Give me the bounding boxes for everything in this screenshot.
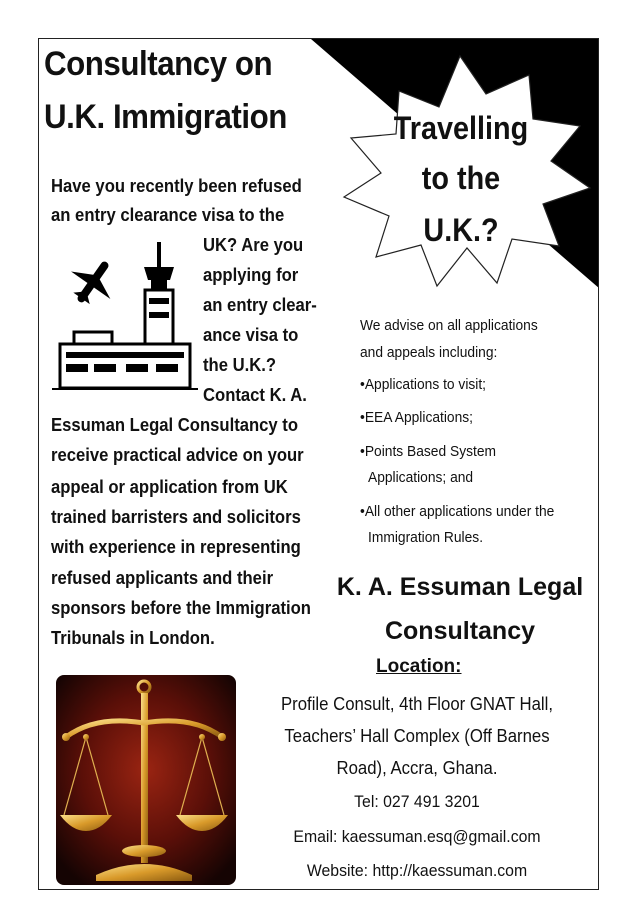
- service-item: •All other applications under the: [360, 503, 555, 520]
- starburst-text-line2: to the: [421, 160, 501, 196]
- services-intro: and appeals including:: [360, 344, 498, 361]
- intro-line: the U.K.?: [203, 354, 277, 375]
- intro-line: an entry clearance visa to the: [51, 204, 285, 225]
- service-item: •EEA Applications;: [360, 409, 474, 426]
- intro-line: refused applicants and their: [51, 567, 274, 588]
- intro-line: Essuman Legal Consultancy to: [51, 414, 299, 435]
- intro-line: receive practical advice on your: [51, 444, 304, 465]
- starburst-text-line3: U.K.?: [423, 212, 499, 248]
- address-line: Profile Consult, 4th Floor GNAT Hall,: [281, 694, 553, 714]
- website: Website: http://kaessuman.com: [306, 861, 528, 880]
- headline-line2: U.K. Immigration: [44, 98, 287, 136]
- intro-line: ance visa to: [203, 324, 299, 345]
- service-item: Applications; and: [368, 469, 474, 486]
- address-line: Road), Accra, Ghana.: [336, 758, 498, 778]
- headline-line1: Consultancy on: [44, 45, 273, 83]
- scales-of-justice-icon: [56, 675, 236, 885]
- services-intro: We advise on all applications: [360, 317, 538, 334]
- airport-icon: [50, 240, 200, 390]
- intro-line: trained barristers and solicitors: [51, 506, 301, 527]
- address-line: Teachers’ Hall Complex (Off Barnes: [284, 726, 550, 746]
- intro-line: UK? Are you: [203, 234, 304, 255]
- location-label: Location:: [376, 656, 462, 677]
- intro-line: an entry clear-: [203, 294, 317, 315]
- starburst-text-line1: Travelling: [393, 110, 529, 146]
- service-item: Immigration Rules.: [368, 529, 484, 546]
- intro-line: Tribunals in London.: [51, 627, 215, 648]
- service-item: •Points Based System: [360, 443, 497, 460]
- email: Email: kaessuman.esq@gmail.com: [293, 827, 541, 846]
- intro-line: sponsors before the Immigration: [51, 597, 311, 618]
- intro-line: with experience in representing: [51, 536, 301, 557]
- service-item: •Applications to visit;: [360, 376, 487, 393]
- firm-name-line1: K. A. Essuman Legal: [336, 573, 584, 601]
- intro-line: Contact K. A.: [203, 384, 307, 405]
- intro-line: appeal or application from UK: [51, 476, 288, 497]
- firm-name-line2: Consultancy: [384, 617, 536, 645]
- telephone: Tel: 027 491 3201: [354, 792, 480, 811]
- intro-line: Have you recently been refused: [51, 175, 302, 196]
- intro-line: applying for: [203, 264, 299, 285]
